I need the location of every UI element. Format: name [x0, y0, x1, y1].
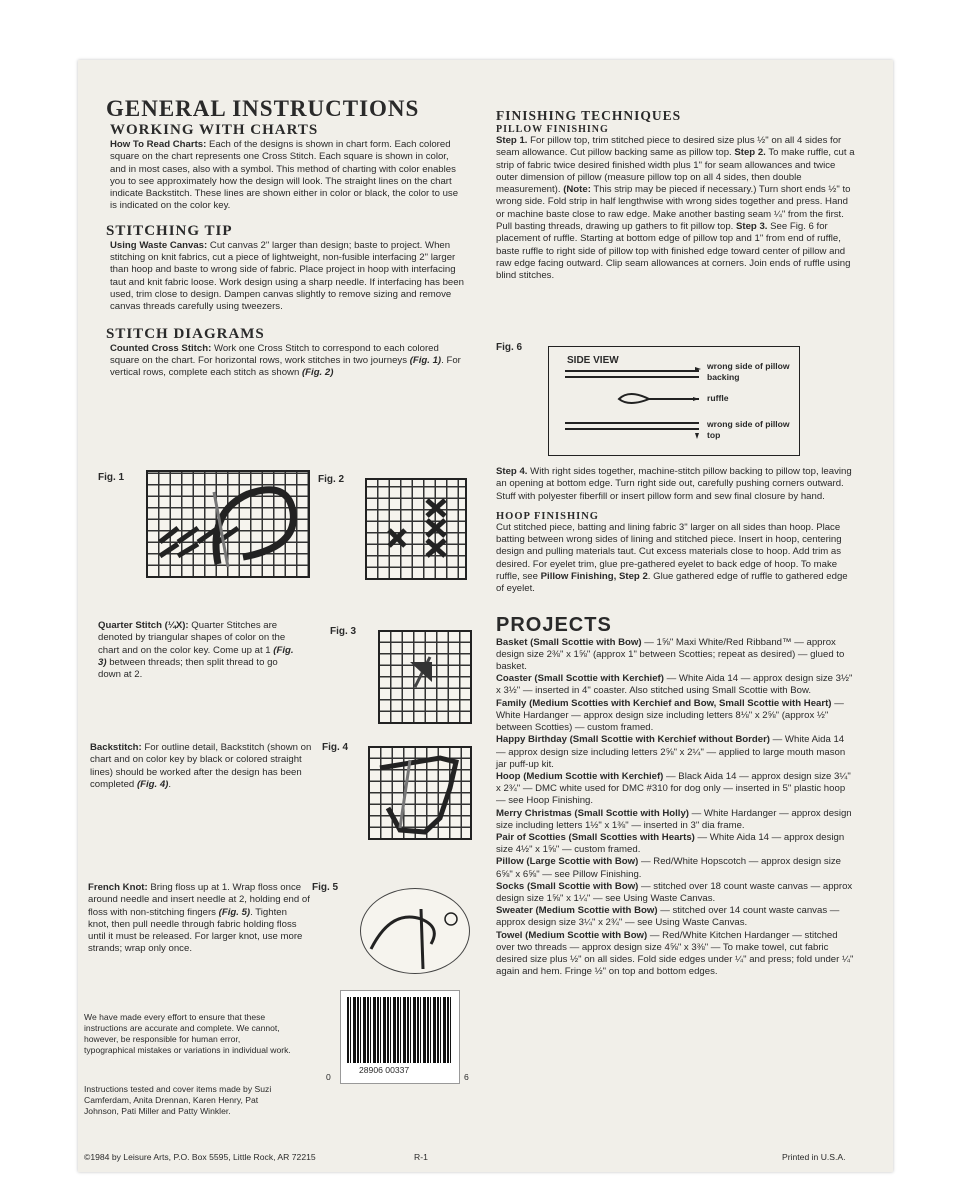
fig1-grid: [146, 470, 310, 578]
project-text: — stitched over 18 count waste canvas — approx design size 1⅝" x 1¼" — see Using Waste Canvas.: [496, 880, 853, 904]
copyright: ©1984 by Leisure Arts, P.O. Box 5595, Little Rock, AR 72215: [84, 1152, 316, 1162]
barcode-left-digit: 0: [326, 1072, 331, 1082]
finishing-heading: FINISHING TECHNIQUES: [496, 108, 682, 123]
back-fig-ref: (Fig. 4): [136, 778, 169, 790]
quarter-lead: Quarter Stitch (¼X):: [98, 620, 189, 631]
project-text: — 1⅝" Maxi White/Red Ribband™ — approx design size 2⅜" x 1⅝" (approx 1" between Scotties; repeat as desired) — glued to basket.: [496, 636, 845, 673]
fig3-grid: [378, 630, 472, 724]
french-knot-paragraph: [88, 882, 310, 956]
project-text: — stitched over 14 count waste canvas — approx design size 3¼" x 2¾" — see Using Waste Canvas.: [496, 905, 840, 929]
project-item: [496, 673, 856, 697]
pillow-steps: [496, 135, 856, 283]
fig6-diagram: [548, 346, 800, 456]
charts-text: Each of the designs is shown in chart form. Each colored square on the chart represents one Cross Stitch. Each square is shown in color, and in most cases, also with a symbol. This method of charting with color enables you to see approximately how the design will look. The straight lines on the chart indicate Backstitch. These lines are shown either in color or black, the color to use is indicated on the color key.: [110, 139, 459, 212]
project-item: [496, 905, 856, 929]
project-text: — White Aida 14 — approx design size 3½" x 3½" — inserted in 4" coaster. Also stitched using Small Scottie with Bow.: [496, 673, 853, 697]
cross-fig2-ref: (Fig. 2): [301, 367, 334, 379]
disclaimer: We have made every effort to ensure that these instructions are accurate and complete. We cannot, however, be responsible for human error, typographical mistakes or variations in individual work.: [84, 1012, 291, 1055]
barcode-number: 28906 00337: [359, 1065, 410, 1075]
project-item: [496, 734, 856, 771]
project-text: — Red/White Hopscotch — approx design size 6⅝" x 6⅝" — see Pillow Finishing.: [496, 856, 841, 880]
project-name: Hoop: [496, 770, 521, 782]
quarter-fig-ref: (Fig. 3): [98, 644, 294, 668]
french-lead: French Knot:: [88, 882, 148, 893]
project-item: [496, 637, 856, 674]
project-item: [496, 808, 856, 832]
fig3-label: Fig. 3: [330, 626, 357, 637]
project-item: [496, 881, 856, 905]
project-detail: (Medium Scottie with Bow): [535, 905, 658, 917]
note-text: This strip may be pieced if necessary.) Turn short ends ½" to wrong side. Fold strip in half lengthwise with wrong sides together and press. Hand or machine baste close to raw edge. Make another basting seam ¼" from the first. Pull basting threads, drawing up gathers to fit pillow top.: [496, 184, 851, 233]
project-text: — White Hardanger — approx design size including letters 8⅛" x 2⅝" (approx ½" between Scotties) — custom framed.: [496, 697, 844, 734]
printed-in: Printed in U.S.A.: [782, 1152, 846, 1162]
step2-text: To make ruffle, cut a strip of fabric twice desired finished width plus 1" for seam allowances and twice outer dimension of pillow (measure pillow top on all 4 sides, then double measurement).: [496, 147, 855, 196]
step1-lead: Step 1.: [496, 135, 528, 146]
barcode-bars: [347, 997, 453, 1063]
charts-paragraph: [110, 139, 466, 213]
fig1-label: Fig. 1: [98, 472, 125, 483]
pillow-finishing-heading: PILLOW FINISHING: [496, 124, 609, 135]
project-detail: (Medium Scottie with Bow): [525, 929, 648, 941]
fig5-label: Fig. 5: [312, 882, 339, 893]
project-name: Basket: [496, 636, 528, 648]
stitch-diagrams-heading: STITCH DIAGRAMS: [106, 325, 265, 342]
barcode-right-digit: 6: [464, 1072, 469, 1082]
project-item: [496, 698, 856, 735]
tip-lead: Using Waste Canvas:: [110, 239, 208, 251]
cross-text: Work one Cross Stitch to correspond to each colored square on the chart. For horizontal rows, work stitches in two journeys: [110, 342, 439, 366]
projects-heading: PROJECTS: [496, 613, 612, 636]
cross-lead: Counted Cross Stitch:: [110, 342, 212, 354]
page-title: GENERAL INSTRUCTIONS: [106, 96, 420, 121]
instruction-sheet: [78, 60, 893, 1172]
code: R-1: [414, 1152, 428, 1162]
project-item: [496, 832, 856, 856]
project-text: — Red/White Kitchen Hardanger — stitched over two threads — approx design size 4⅝" x 3⅜" — To make towel, cut fabric desired size plus ½" on all sides. Fold side edges under ¼" and press; fold under ¼" again and hem. Fringe ½" on top and bottom edges.: [496, 929, 854, 978]
cross-stitch-paragraph: [110, 343, 466, 380]
step4-text: With right sides together, machine-stitch pillow backing to pillow top, leaving an opening at bottom edge. Turn right side out, carefully pushing corners outward. Stuff with polyester fiberfill or insert pillow form and sew final closure by hand.: [496, 466, 852, 502]
quarter-stitch-paragraph: [98, 620, 298, 681]
project-item: [496, 930, 856, 979]
project-detail: (Large Scottie with Bow): [526, 856, 639, 868]
project-text: — White Hardanger — approx design size including letters 1½" x 1⅜" — inserted in 3" dia frame.: [496, 807, 852, 831]
credits: Instructions tested and cover items made by Suzi Camferdam, Anita Drennan, Karen Henry, Pat Johnson, Pati Miller and Patty Winkler.: [84, 1084, 272, 1116]
french-text2: . Tighten knot, then pull needle through fabric holding floss until it must be released. For larger knot, use more strands; wrap only once.: [88, 906, 303, 955]
label-pillow-backing: wrong side of pillow backing: [707, 361, 790, 382]
project-name: Socks: [496, 880, 525, 892]
fig4-stitch-drawing: [370, 748, 470, 838]
fig1-stitch-drawing: [148, 472, 308, 576]
right-column: [496, 108, 856, 283]
project-detail: (Medium Scottie with Kerchief): [523, 770, 664, 782]
tip-text: Cut canvas 2" larger than design; baste to project. When stitching on knit fabrics, cut a piece of lightweight, non-fusible interfacing 2" larger than hoop and baste to wrong side of fabric. Place project in hoop with interfacing taut and knit fabric loose. Work design using a sharp needle. If interfacing has been used, trim close to design. Dampen canvas slightly to remove sizing and remove canvas threads carefully using tweezers.: [110, 239, 464, 313]
back-lead: Backstitch:: [90, 742, 142, 753]
stitching-tip-heading: STITCHING TIP: [106, 222, 233, 239]
project-text: — White Aida 14 — approx design size including letters 2⅝" x 2¼" — applied to large mouth mason jar puff-up kit.: [496, 734, 846, 770]
barcode: [340, 990, 460, 1084]
project-detail: (Small Scottie with Kerchief): [534, 673, 664, 685]
projects-list: [496, 637, 856, 979]
cross-text2: . For vertical rows, complete each stitch as shown: [110, 354, 461, 379]
fig2-stitch-drawing: [367, 480, 465, 578]
hoop-ref: Pillow Finishing, Step 2: [540, 571, 648, 583]
project-text: — Black Aida 14 — approx design size 3¼" x 2¾" — DMC white used for DMC #310 for dog only — inserted in 5" plastic hoop — see Hoop Finishing.: [496, 770, 851, 807]
project-detail: (Small Scottie with Holly): [574, 807, 689, 819]
hoop-text2: . Glue gathered edge of ruffle to gathered edge of eyelet.: [496, 571, 848, 595]
tip-paragraph: [110, 240, 466, 314]
step4-lead: Step 4.: [496, 466, 528, 477]
step2-lead: Step 2.: [734, 147, 766, 159]
charts-lead: How To Read Charts:: [110, 139, 207, 150]
step3-lead: Step 3.: [736, 221, 768, 233]
french-text: Bring floss up at 1. Wrap floss once around needle and insert needle at 2, holding end of floss with non-stitching fingers: [88, 882, 310, 918]
fig3-stitch-drawing: [380, 632, 470, 722]
project-name: Merry Christmas: [496, 807, 572, 819]
project-name: Coaster: [496, 673, 532, 685]
fig6-label: Fig. 6: [496, 342, 523, 353]
note-lead: (Note:: [563, 184, 591, 196]
project-detail: (Small Scottie with Bow): [530, 636, 642, 648]
project-name: Sweater: [496, 905, 533, 917]
charts-heading: WORKING WITH CHARTS: [110, 122, 319, 138]
right-column-lower: [496, 466, 856, 978]
fig2-label: Fig. 2: [318, 474, 345, 485]
cross-fig1-ref: (Fig. 1): [409, 354, 442, 366]
project-text: — White Aida 14 — approx design size 4½" x 1⅝" — custom framed.: [496, 831, 845, 856]
project-name: Towel: [496, 929, 523, 941]
project-detail: (Small Scotties with Hearts): [568, 831, 695, 843]
project-name: Pair of Scotties: [496, 831, 566, 843]
side-view-label: SIDE VIEW: [567, 355, 619, 366]
project-item: [496, 771, 856, 808]
project-item: [496, 856, 856, 880]
back-text: For outline detail, Backstitch (shown on chart and on color key by black or colored straight lines) should be worked after the design has been completed: [90, 742, 312, 790]
project-name: Happy Birthday: [496, 734, 567, 746]
quarter-text2: between threads; then split thread to go down at 2.: [98, 656, 278, 681]
fig4-label: Fig. 4: [322, 742, 349, 753]
backstitch-paragraph: Backstitch: For outline detail, Backstitch (shown on chart and on color key by black or colored straight lines) should be worked after the design has been completed (Fig. 4).: [90, 742, 312, 790]
fig5-knot-drawing: [361, 889, 469, 973]
label-pillow-top: wrong side of pillow top: [707, 419, 790, 440]
left-column: [106, 96, 466, 379]
fig2-grid: [365, 478, 467, 580]
fig4-grid: [368, 746, 472, 840]
label-ruffle: ruffle: [707, 393, 729, 403]
hoop-paragraph: [496, 522, 856, 596]
fig5-illustration: [360, 888, 470, 974]
hoop-text: Cut stitched piece, batting and lining fabric 3" larger on all sides than hoop. Place batting between wrong sides of lining and stitched piece. Insert in hoop, centering design and pulling materials taut. Cut excess materials close to hoop. Add trim as desired. For eyelet trim, glue pre-gathered eyelet to back edge of hoop. To make ruffle, see: [496, 521, 842, 583]
project-name: Pillow: [496, 856, 524, 868]
project-detail: (Small Scottie with Bow): [526, 880, 639, 892]
hoop-finishing-heading: HOOP FINISHING: [496, 510, 599, 522]
project-detail: (Medium Scotties with Kerchief and Bow, Small Scottie with Heart): [529, 697, 832, 709]
step3-text: See Fig. 6 for placement of ruffle. Starting at bottom edge of pillow top and 1" from end of ruffle, baste ruffle to right side of pillow top with finished edge toward center of pillow and raw edge facing outward. Clip seam allowances at corners. Join ends of ruffle using blind stitches.: [496, 221, 851, 282]
quarter-text: Quarter Stitches are denoted by triangular shapes of color on the chart and on the color key. Come up at 1: [98, 620, 286, 656]
project-name: Family: [496, 697, 527, 709]
project-detail: (Small Scottie with Kerchief without Border): [569, 734, 770, 746]
french-fig-ref: (Fig. 5): [218, 906, 251, 918]
step4-paragraph: [496, 466, 856, 503]
step1-text: For pillow top, trim stitched piece to desired size plus ½" on all 4 sides for seam allowance. Cut pillow backing same as pillow top.: [496, 135, 842, 159]
